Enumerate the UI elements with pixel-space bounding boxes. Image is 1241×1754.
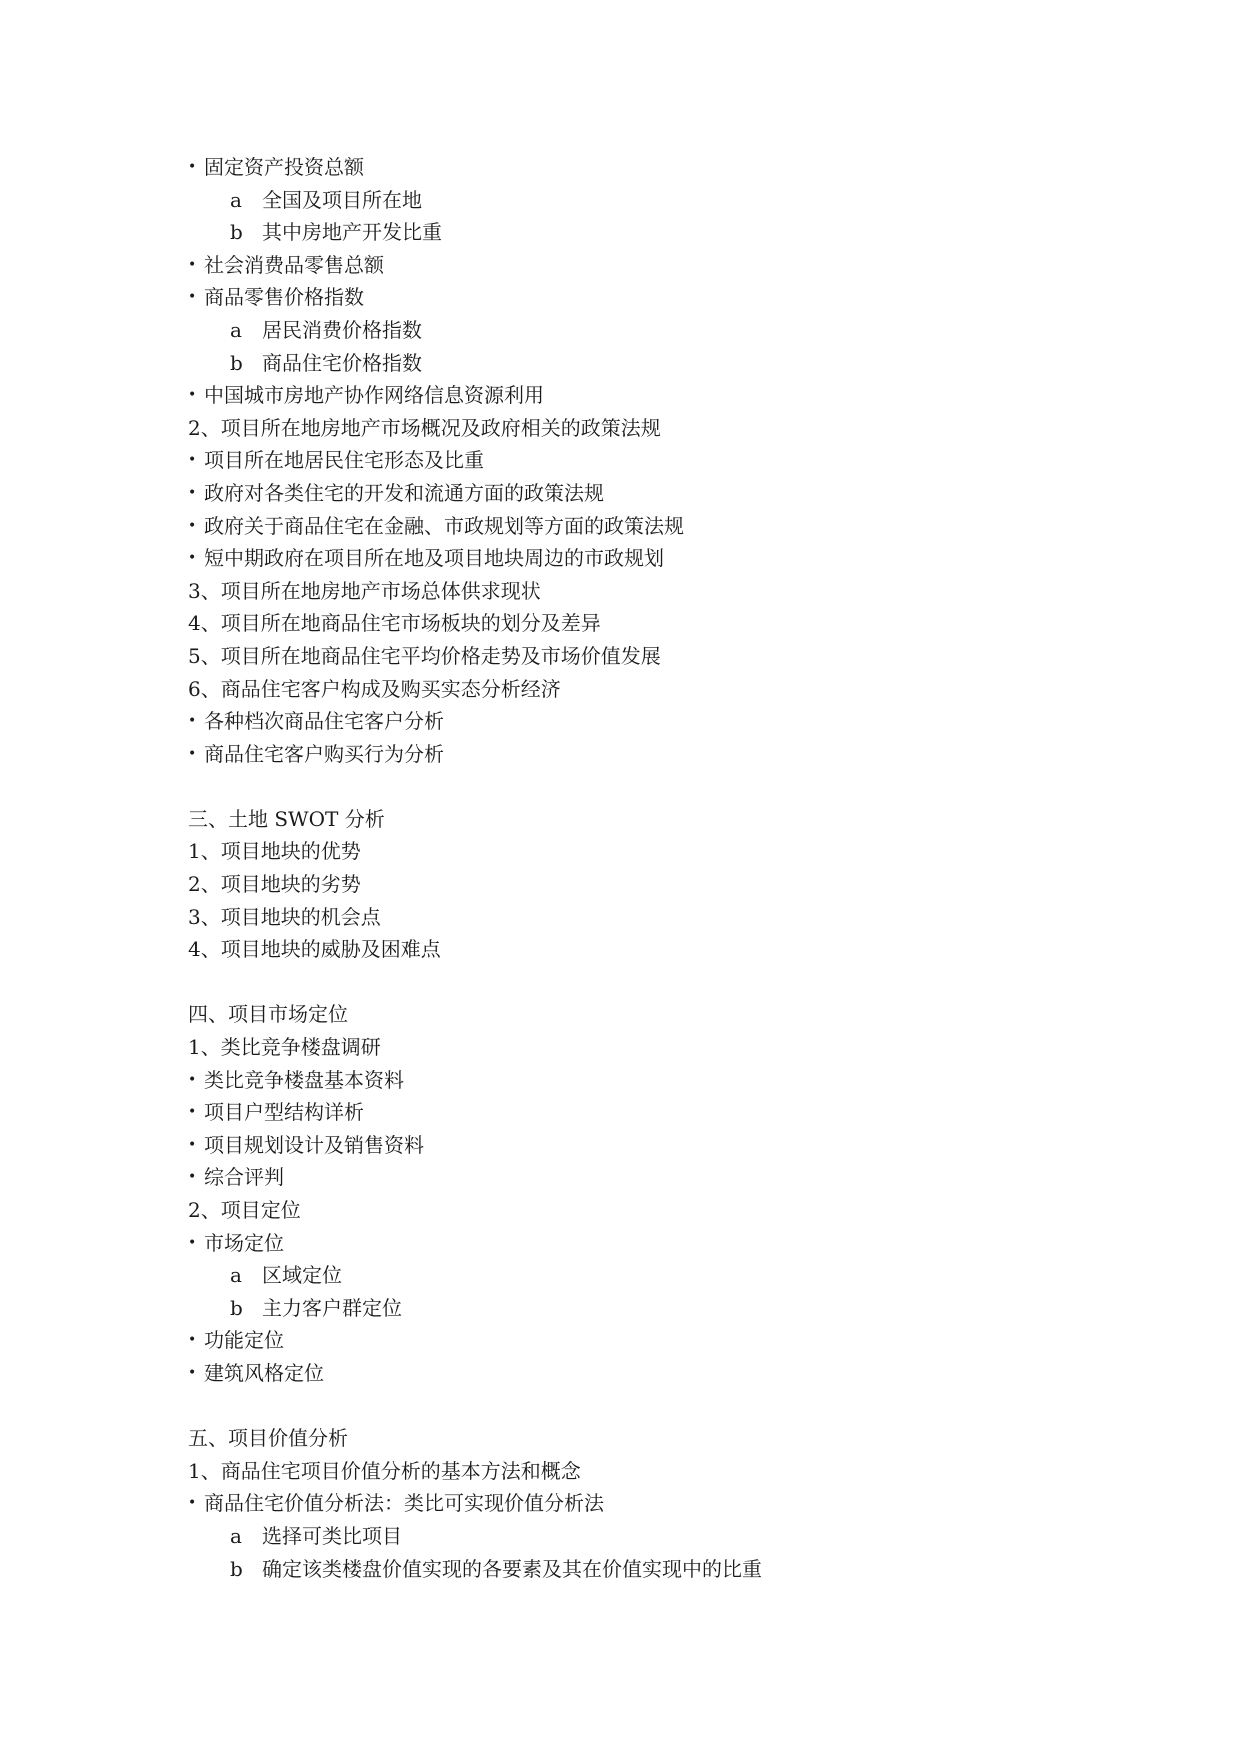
outline-bullet-item (188, 1324, 1088, 1357)
bullet-marker: • (188, 387, 197, 404)
line-text: 政府关于商品住宅在金融、市政规划等方面的政策法规 (204, 513, 684, 538)
bullet-marker: • (188, 484, 197, 501)
outline-bullet-item (188, 542, 1088, 575)
sub-item-marker: a (230, 317, 242, 342)
outline-heading (188, 640, 1088, 673)
line-text: 1、商品住宅项目价值分析的基本方法和概念 (188, 1458, 581, 1483)
line-text: 2、项目定位 (188, 1198, 301, 1222)
blank-line (188, 770, 1088, 803)
bullet-marker: • (188, 256, 197, 273)
bullet-marker: • (188, 452, 197, 469)
outline-heading (188, 933, 1088, 966)
blank-line (188, 1390, 1088, 1423)
outline-bullet-item (188, 510, 1088, 543)
outline-bullet-item (188, 477, 1088, 510)
line-text: 三、土地 SWOT 分析 (188, 806, 385, 831)
outline-sub-item (188, 1520, 1088, 1553)
outline-bullet-item (188, 1096, 1088, 1129)
outline-heading (188, 1455, 1088, 1488)
line-text: 6、商品住宅客户构成及购买实态分析经济 (188, 676, 561, 701)
bullet-marker: • (188, 745, 197, 762)
outline-heading (188, 673, 1088, 706)
line-text: 四、项目市场定位 (188, 1002, 348, 1027)
outline-sub-item (188, 347, 1088, 380)
bullet-marker: • (188, 289, 197, 306)
outline-sub-item (188, 216, 1088, 249)
outline-bullet-item (188, 738, 1088, 771)
blank-line (188, 966, 1088, 999)
bullet-marker: • (188, 1234, 197, 1251)
line-text: 综合评判 (204, 1165, 284, 1190)
line-text: 5、项目所在地商品住宅平均价格走势及市场价值发展 (188, 643, 661, 668)
outline-bullet-item (188, 151, 1088, 184)
bullet-marker: • (188, 1136, 197, 1153)
line-text: 短中期政府在项目所在地及项目地块周边的市政规划 (204, 546, 664, 571)
outline-heading (188, 607, 1088, 640)
bullet-marker: • (188, 1071, 197, 1088)
outline-bullet-item (188, 379, 1088, 412)
outline-bullet-item (188, 705, 1088, 738)
line-text: 全国及项目所在地 (262, 187, 422, 212)
sub-item-marker: b (230, 220, 243, 245)
line-text: 商品零售价格指数 (204, 285, 364, 310)
bullet-marker: • (188, 1169, 197, 1186)
line-text: 2、项目地块的劣势 (188, 872, 361, 897)
line-text: 固定资产投资总额 (204, 155, 364, 179)
line-text: 项目所在地居民住宅形态及比重 (204, 448, 484, 473)
sub-item-marker: a (230, 187, 242, 212)
outline-heading (188, 575, 1088, 608)
line-text: 1、类比竞争楼盘调研 (188, 1035, 381, 1060)
outline-heading (188, 835, 1088, 868)
line-text: 类比竞争楼盘基本资料 (204, 1067, 404, 1092)
line-text: 3、项目地块的机会点 (188, 904, 381, 929)
outline-sub-item (188, 1553, 1088, 1586)
outline-heading (188, 868, 1088, 901)
outline-bullet-item (188, 1227, 1088, 1260)
line-text: 确定该类楼盘价值实现的各要素及其在价值实现中的比重 (262, 1556, 762, 1581)
line-text: 商品住宅价格指数 (262, 350, 422, 375)
line-text: 建筑风格定位 (204, 1360, 324, 1385)
outline-bullet-item (188, 249, 1088, 282)
document-body (188, 151, 1088, 1585)
line-text: 主力客户群定位 (262, 1295, 402, 1320)
bullet-marker: • (188, 517, 197, 534)
outline-bullet-item (188, 444, 1088, 477)
outline-heading (188, 1194, 1088, 1227)
bullet-marker: • (188, 1104, 197, 1121)
outline-heading (188, 803, 1088, 836)
line-text: 项目规划设计及销售资料 (204, 1132, 424, 1157)
bullet-marker: • (188, 713, 197, 730)
outline-bullet-item (188, 1161, 1088, 1194)
bullet-marker: • (188, 159, 197, 175)
sub-item-marker: b (230, 350, 243, 375)
outline-sub-item (188, 1292, 1088, 1325)
outline-sub-item (188, 184, 1088, 217)
line-text: 政府对各类住宅的开发和流通方面的政策法规 (204, 480, 604, 505)
outline-heading (188, 901, 1088, 934)
line-text: 4、项目所在地商品住宅市场板块的划分及差异 (188, 611, 601, 636)
line-text: 选择可类比项目 (262, 1523, 402, 1548)
sub-item-marker: b (230, 1556, 243, 1581)
outline-heading (188, 1422, 1088, 1455)
outline-sub-item (188, 314, 1088, 347)
line-text: 中国城市房地产协作网络信息资源利用 (204, 383, 544, 408)
outline-bullet-item (188, 1129, 1088, 1162)
line-text: 2、项目所在地房地产市场概况及政府相关的政策法规 (188, 415, 661, 440)
line-text: 功能定位 (204, 1328, 284, 1353)
line-text: 社会消费品零售总额 (204, 252, 384, 277)
sub-item-marker: b (230, 1295, 243, 1320)
bullet-marker: • (188, 1332, 197, 1349)
outline-heading (188, 998, 1088, 1031)
line-text: 1、项目地块的优势 (188, 839, 361, 864)
line-text: 项目户型结构详析 (204, 1100, 364, 1125)
outline-heading (188, 412, 1088, 445)
outline-sub-item (188, 1259, 1088, 1292)
outline-bullet-item (188, 1064, 1088, 1097)
line-text: 市场定位 (204, 1230, 284, 1255)
outline-heading (188, 1031, 1088, 1064)
line-text: 商品住宅客户购买行为分析 (204, 741, 444, 766)
line-text: 商品住宅价值分析法：类比可实现价值分析法 (204, 1491, 604, 1516)
line-text: 4、项目地块的威胁及困难点 (188, 937, 441, 962)
outline-bullet-item (188, 1487, 1088, 1520)
line-text: 其中房地产开发比重 (262, 220, 442, 245)
sub-item-marker: a (230, 1263, 242, 1288)
bullet-marker: • (188, 1364, 197, 1381)
outline-bullet-item (188, 1357, 1088, 1390)
line-text: 3、项目所在地房地产市场总体供求现状 (188, 578, 541, 603)
bullet-marker: • (188, 1495, 197, 1512)
line-text: 五、项目价值分析 (188, 1426, 348, 1451)
sub-item-marker: a (230, 1523, 242, 1548)
bullet-marker: • (188, 550, 197, 567)
line-text: 居民消费价格指数 (262, 317, 422, 342)
line-text: 各种档次商品住宅客户分析 (204, 709, 444, 734)
line-text: 区域定位 (262, 1263, 342, 1288)
outline-bullet-item (188, 281, 1088, 314)
